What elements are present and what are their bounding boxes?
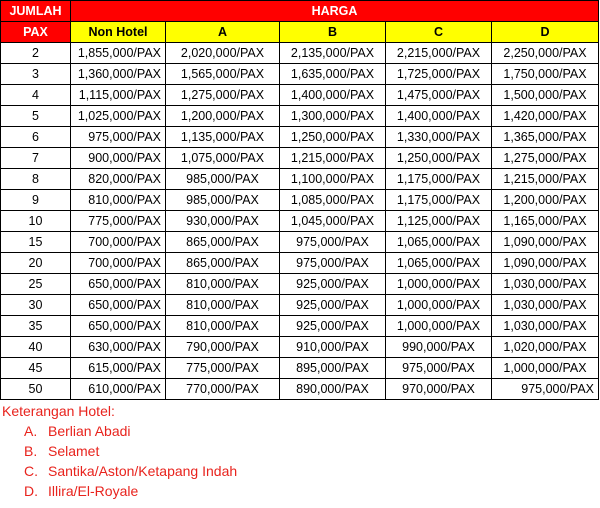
pax-cell: 40 (1, 337, 71, 358)
col-header-non-hotel: Non Hotel (71, 22, 166, 43)
pax-cell: 25 (1, 274, 71, 295)
price-cell: 1,030,000/PAX (492, 274, 599, 295)
note-item (24, 421, 237, 441)
note-item (24, 441, 237, 461)
price-table-body (1, 43, 599, 400)
price-cell: 970,000/PAX (386, 379, 492, 400)
hotel-notes (2, 402, 237, 501)
pax-header: PAX (1, 22, 71, 43)
table-row (1, 85, 599, 106)
price-cell: 810,000/PAX (71, 190, 166, 211)
table-row (1, 358, 599, 379)
price-cell: 2,250,000/PAX (492, 43, 599, 64)
price-cell: 1,030,000/PAX (492, 295, 599, 316)
price-cell: 1,175,000/PAX (386, 190, 492, 211)
price-cell: 820,000/PAX (71, 169, 166, 190)
price-cell: 1,085,000/PAX (280, 190, 386, 211)
price-cell: 1,855,000/PAX (71, 43, 166, 64)
price-cell: 810,000/PAX (166, 274, 280, 295)
price-cell: 1,075,000/PAX (166, 148, 280, 169)
price-cell: 610,000/PAX (71, 379, 166, 400)
price-cell: 925,000/PAX (280, 295, 386, 316)
price-cell: 700,000/PAX (71, 232, 166, 253)
price-cell: 810,000/PAX (166, 295, 280, 316)
price-cell: 925,000/PAX (280, 274, 386, 295)
table-row (1, 169, 599, 190)
price-cell: 1,025,000/PAX (71, 106, 166, 127)
price-cell: 2,215,000/PAX (386, 43, 492, 64)
price-cell: 1,275,000/PAX (166, 85, 280, 106)
price-cell: 1,215,000/PAX (280, 148, 386, 169)
price-cell: 925,000/PAX (280, 316, 386, 337)
price-cell: 865,000/PAX (166, 253, 280, 274)
price-cell: 1,000,000/PAX (492, 358, 599, 379)
price-cell: 990,000/PAX (386, 337, 492, 358)
pax-cell: 7 (1, 148, 71, 169)
table-row (1, 106, 599, 127)
note-letter: D. (24, 483, 38, 499)
price-cell: 650,000/PAX (71, 274, 166, 295)
price-cell: 1,215,000/PAX (492, 169, 599, 190)
note-hotel-name: Berlian Abadi (48, 423, 131, 439)
price-cell: 1,725,000/PAX (386, 64, 492, 85)
note-letter: A. (24, 423, 38, 439)
price-cell: 650,000/PAX (71, 316, 166, 337)
pax-cell: 15 (1, 232, 71, 253)
price-cell: 1,360,000/PAX (71, 64, 166, 85)
price-cell: 900,000/PAX (71, 148, 166, 169)
price-cell: 930,000/PAX (166, 211, 280, 232)
table-row (1, 211, 599, 232)
note-hotel-name: Selamet (48, 443, 100, 459)
price-cell: 975,000/PAX (386, 358, 492, 379)
price-cell: 650,000/PAX (71, 295, 166, 316)
price-cell: 975,000/PAX (492, 379, 599, 400)
note-letter: B. (24, 443, 38, 459)
price-cell: 890,000/PAX (280, 379, 386, 400)
price-cell: 910,000/PAX (280, 337, 386, 358)
price-cell: 630,000/PAX (71, 337, 166, 358)
pax-cell: 20 (1, 253, 71, 274)
price-cell: 1,100,000/PAX (280, 169, 386, 190)
price-cell: 1,275,000/PAX (492, 148, 599, 169)
price-cell: 700,000/PAX (71, 253, 166, 274)
col-header-d: D (492, 22, 599, 43)
price-cell: 1,000,000/PAX (386, 295, 492, 316)
price-cell: 1,475,000/PAX (386, 85, 492, 106)
price-cell: 895,000/PAX (280, 358, 386, 379)
price-cell: 1,200,000/PAX (492, 190, 599, 211)
table-row (1, 127, 599, 148)
notes-title: Keterangan Hotel: (2, 403, 115, 419)
price-cell: 1,115,000/PAX (71, 85, 166, 106)
col-header-b: B (280, 22, 386, 43)
pax-cell: 50 (1, 379, 71, 400)
price-cell: 985,000/PAX (166, 190, 280, 211)
pax-cell: 30 (1, 295, 71, 316)
price-cell: 985,000/PAX (166, 169, 280, 190)
table-row (1, 64, 599, 85)
price-cell: 1,500,000/PAX (492, 85, 599, 106)
note-hotel-name: Illira/El-Royale (48, 483, 139, 499)
header-row-2 (1, 22, 599, 43)
price-cell: 1,250,000/PAX (280, 127, 386, 148)
table-row (1, 43, 599, 64)
table-row (1, 253, 599, 274)
table-row (1, 274, 599, 295)
price-cell: 975,000/PAX (71, 127, 166, 148)
price-cell: 1,090,000/PAX (492, 232, 599, 253)
pax-cell: 2 (1, 43, 71, 64)
col-header-c: C (386, 22, 492, 43)
price-cell: 1,030,000/PAX (492, 316, 599, 337)
price-cell: 775,000/PAX (71, 211, 166, 232)
pax-cell: 10 (1, 211, 71, 232)
price-cell: 1,400,000/PAX (280, 85, 386, 106)
pax-cell: 3 (1, 64, 71, 85)
header-row-1 (1, 1, 599, 22)
notes-list (2, 421, 237, 501)
price-cell: 1,165,000/PAX (492, 211, 599, 232)
pax-cell: 6 (1, 127, 71, 148)
price-cell: 1,065,000/PAX (386, 232, 492, 253)
price-cell: 1,000,000/PAX (386, 274, 492, 295)
table-row (1, 148, 599, 169)
price-cell: 2,135,000/PAX (280, 43, 386, 64)
price-cell: 1,045,000/PAX (280, 211, 386, 232)
pax-cell: 45 (1, 358, 71, 379)
table-row (1, 379, 599, 400)
table-row (1, 232, 599, 253)
price-cell: 1,065,000/PAX (386, 253, 492, 274)
pax-cell: 4 (1, 85, 71, 106)
price-cell: 1,635,000/PAX (280, 64, 386, 85)
price-cell: 1,565,000/PAX (166, 64, 280, 85)
table-row (1, 190, 599, 211)
price-cell: 1,420,000/PAX (492, 106, 599, 127)
price-cell: 1,330,000/PAX (386, 127, 492, 148)
note-hotel-name: Santika/Aston/Ketapang Indah (48, 463, 238, 479)
note-item (24, 481, 237, 501)
jumlah-header: JUMLAH (1, 1, 71, 22)
price-cell: 1,200,000/PAX (166, 106, 280, 127)
price-cell: 1,300,000/PAX (280, 106, 386, 127)
price-cell: 775,000/PAX (166, 358, 280, 379)
price-cell: 810,000/PAX (166, 316, 280, 337)
price-cell: 1,135,000/PAX (166, 127, 280, 148)
note-letter: C. (24, 463, 38, 479)
price-cell: 1,175,000/PAX (386, 169, 492, 190)
price-cell: 975,000/PAX (280, 253, 386, 274)
pax-cell: 35 (1, 316, 71, 337)
price-cell: 1,020,000/PAX (492, 337, 599, 358)
price-cell: 770,000/PAX (166, 379, 280, 400)
price-cell: 1,365,000/PAX (492, 127, 599, 148)
price-cell: 865,000/PAX (166, 232, 280, 253)
pax-cell: 5 (1, 106, 71, 127)
table-row (1, 295, 599, 316)
price-cell: 975,000/PAX (280, 232, 386, 253)
col-header-a: A (166, 22, 280, 43)
table-row (1, 337, 599, 358)
note-item (24, 461, 237, 481)
price-cell: 1,000,000/PAX (386, 316, 492, 337)
table-row (1, 316, 599, 337)
price-cell: 790,000/PAX (166, 337, 280, 358)
price-cell: 1,250,000/PAX (386, 148, 492, 169)
harga-header: HARGA (71, 1, 599, 22)
pax-cell: 8 (1, 169, 71, 190)
price-cell: 1,125,000/PAX (386, 211, 492, 232)
price-cell: 1,400,000/PAX (386, 106, 492, 127)
pax-cell: 9 (1, 190, 71, 211)
price-cell: 615,000/PAX (71, 358, 166, 379)
price-cell: 1,090,000/PAX (492, 253, 599, 274)
price-cell: 1,750,000/PAX (492, 64, 599, 85)
price-cell: 2,020,000/PAX (166, 43, 280, 64)
